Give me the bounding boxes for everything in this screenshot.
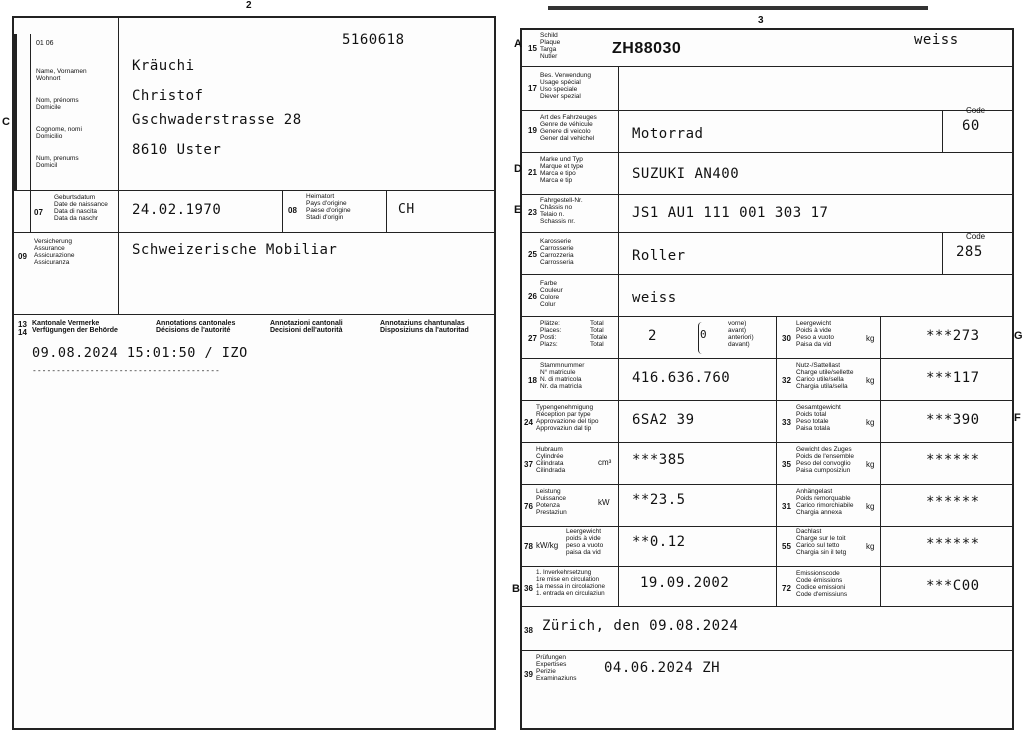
field-37-number: 37 [524, 460, 533, 469]
insurance-name: Schweizerische Mobiliar [132, 242, 338, 258]
label-remarks-it: Annotazioni cantonali Decisioni dell'autorità [270, 320, 343, 334]
displacement: ***385 [632, 452, 686, 468]
place-date: Zürich, den 09.08.2024 [542, 618, 739, 634]
field-24-number: 24 [524, 418, 533, 427]
label-total-weight: Gesamtgewicht Poids total Peso totale Paisa totala [796, 404, 841, 432]
trailer-load: ****** [926, 494, 980, 510]
plate-number: ZH88030 [612, 40, 682, 57]
holder-street: Gschwaderstrasse 28 [132, 112, 302, 128]
empty-weight-unit: kg [866, 334, 875, 343]
field-36-number: 36 [524, 584, 533, 593]
field-31-number: 31 [782, 502, 791, 511]
label-master-number: Stammnummer N° matricule N. di matricola Nr. da matricla [540, 362, 585, 390]
label-chassis: Fahrgestell-Nr. Châssis no Telaio n. Schassis nr. [540, 197, 583, 225]
field-76-number: 76 [524, 502, 533, 511]
chassis-number: JS1 AU1 111 001 303 17 [632, 205, 829, 221]
seats-front: 0 [700, 328, 708, 341]
holder-surname: Kräuchi [132, 58, 195, 74]
label-num: Num, prenums Domicil [36, 155, 79, 169]
label-kind: Art des Fahrzeuges Genre de véhicule Genere di veicolo Gener dal vehichel [540, 114, 597, 142]
label-tests: Prüfungen Expertises Perizie Examinaziuns [536, 654, 577, 682]
field-72-number: 72 [782, 584, 791, 593]
label-cognome: Cognome, nomi Domicilio [36, 126, 82, 140]
power-ratio: **0.12 [632, 534, 686, 550]
side-marker-a: A [514, 38, 522, 50]
field-21-number: 21 [528, 168, 537, 177]
field-27-number: 27 [528, 334, 537, 343]
field-15-number: 15 [528, 44, 537, 53]
vehicle-kind-code: 60 [962, 118, 980, 134]
top-scan-edge [548, 6, 928, 10]
combo-weight: ****** [926, 452, 980, 468]
label-displacement: Hubraum Cylindrée Cilindrata Cilindrada [536, 446, 566, 474]
label-seats: Plätze: Places: Posti: Plazs: [540, 320, 562, 348]
label-name: Name, Vornamen Wohnort [36, 68, 87, 82]
holder-origin: CH [398, 202, 415, 217]
label-color: Farbe Couleur Colore Colur [540, 280, 563, 308]
field-39-number: 39 [524, 670, 533, 679]
kind-code-label: Code [966, 106, 986, 115]
field-14-number: 14 [18, 328, 27, 337]
seats-total: 2 [648, 328, 657, 344]
label-roof-load: Dachlast Charge sur le toit Carico sul tetto Chargia sin il tetg [796, 528, 847, 556]
total-weight-unit: kg [866, 418, 875, 427]
label-remarks-fr: Annotations cantonales Décisions de l'autorité [156, 320, 236, 334]
label-type-approval: Typengenehmigung Réception par type Approvazione del tipo Approvaziun dal tip [536, 404, 599, 432]
label-seats-front: vorne) avant) anteriori) davant) [728, 320, 754, 348]
field-78-number: 78 [524, 542, 533, 551]
field-19-number: 19 [528, 126, 537, 135]
type-approval: 6SA2 39 [632, 412, 695, 428]
right-page-number: 3 [758, 15, 764, 26]
label-remarks-de: Kantonale Vermerke Verfügungen der Behörde [32, 320, 118, 334]
trailer-load-unit: kg [866, 502, 875, 511]
field-55-number: 55 [782, 542, 791, 551]
ratio-unit: kW/kg [536, 541, 559, 550]
field-13-number: 13 [18, 320, 27, 329]
payload-unit: kg [866, 376, 875, 385]
vehicle-body-code: 285 [956, 244, 983, 260]
first-registration: 19.09.2002 [640, 575, 730, 591]
side-marker-g: G [1014, 330, 1023, 342]
field-25-number: 25 [528, 250, 537, 259]
label-usage: Bes. Verwendung Usage spécial Uso speciale Diever spezial [540, 72, 591, 100]
master-number: 416.636.760 [632, 370, 731, 386]
field-32-number: 32 [782, 376, 791, 385]
payload: ***117 [926, 370, 980, 386]
field-33-number: 33 [782, 418, 791, 427]
remark-dashes: --------------------------------------- [32, 366, 220, 375]
empty-weight: ***273 [926, 328, 980, 344]
label-power-ratio: Leergewicht poids à vide peso a vuoto paisa da vid [566, 528, 604, 556]
emission-code: ***C00 [926, 578, 980, 594]
field-26-number: 26 [528, 292, 537, 301]
field-09-number: 09 [18, 252, 27, 261]
field-17-number: 17 [528, 84, 537, 93]
label-combo-weight: Gewicht des Zuges Poids de l'ensemble Peso del convoglio Paisa cumposiziun [796, 446, 854, 474]
left-page-number: 2 [246, 0, 252, 11]
field-07-number: 07 [34, 208, 43, 217]
label-empty-weight: Leergewicht Poids à vide Peso a vuoto Paisa da vid [796, 320, 834, 348]
label-birthdate: Geburtsdatum Date de naissance Data di nascita Data da naschr [54, 194, 108, 222]
body-code-label: Code [966, 232, 986, 241]
side-marker-c: C [2, 116, 10, 128]
label-remarks-rm: Annotaziuns chantunalas Disposiziuns da l'autoritad [380, 320, 469, 334]
field-18-number: 18 [528, 376, 537, 385]
holder-city: 8610 Uster [132, 142, 222, 158]
side-marker-b: B [512, 583, 520, 595]
document-number: 5160618 [342, 32, 405, 48]
vehicle-kind: Motorrad [632, 126, 704, 142]
side-marker-e: E [514, 204, 522, 216]
label-plate: Schild Plaque Targa Nutler [540, 32, 561, 60]
field-30-number: 30 [782, 334, 791, 343]
field-23-number: 23 [528, 208, 537, 217]
label-make: Marke und Typ Marque et type Marca e tipo Marca e tip [540, 156, 584, 184]
displacement-unit: cm³ [598, 458, 612, 467]
label-power: Leistung Puissance Potenza Prestaziun [536, 488, 567, 516]
field-08-number: 08 [288, 206, 297, 215]
vehicle-body: Roller [632, 248, 686, 264]
plate-color: weiss [914, 32, 959, 48]
label-payload: Nutz-/Sattellast Charge utile/sellette Carico utile/sella Chargia utila/sella [796, 362, 854, 390]
side-marker-d: D [514, 163, 522, 175]
label-emission-code: Emissionscode Code émissions Codice emissioni Code d'emissiuns [796, 570, 848, 598]
field-01-number: 01 06 [36, 40, 54, 47]
holder-firstname: Christof [132, 88, 204, 104]
power-unit: kW [598, 498, 610, 507]
remark-stamp: 09.08.2024 15:01:50 / IZO [32, 345, 248, 361]
vehicle-make: SUZUKI AN400 [632, 166, 740, 182]
vehicle-color: weiss [632, 290, 677, 306]
side-marker-f: F [1014, 412, 1021, 424]
holder-birthdate: 24.02.1970 [132, 202, 222, 218]
test-date: 04.06.2024 ZH [604, 660, 721, 676]
combo-weight-unit: kg [866, 460, 875, 469]
power: **23.5 [632, 492, 686, 508]
label-origin: Heimatort Pays d'origine Paese d'origine Stadi d'origin [306, 193, 351, 221]
label-first-registration: 1. Inverkehrsetzung 1re mise en circulation 1a messa in circolazione 1. entrada en circulaziun [536, 569, 605, 597]
label-seats-total: Total Total Totale Total [590, 320, 608, 348]
roof-load: ****** [926, 536, 980, 552]
label-nom: Nom, prénoms Domicile [36, 97, 79, 111]
label-body: Karosserie Carrosserie Carrozzeria Carrosseria [540, 238, 574, 266]
label-insurance: Versicherung Assurance Assicurazione Assicuranza [34, 238, 75, 266]
label-trailer-load: Anhängelast Poids remorquable Carico rimorchiabile Chargia annexa [796, 488, 854, 516]
field-38-number: 38 [524, 626, 533, 635]
roof-load-unit: kg [866, 542, 875, 551]
total-weight: ***390 [926, 412, 980, 428]
field-35-number: 35 [782, 460, 791, 469]
